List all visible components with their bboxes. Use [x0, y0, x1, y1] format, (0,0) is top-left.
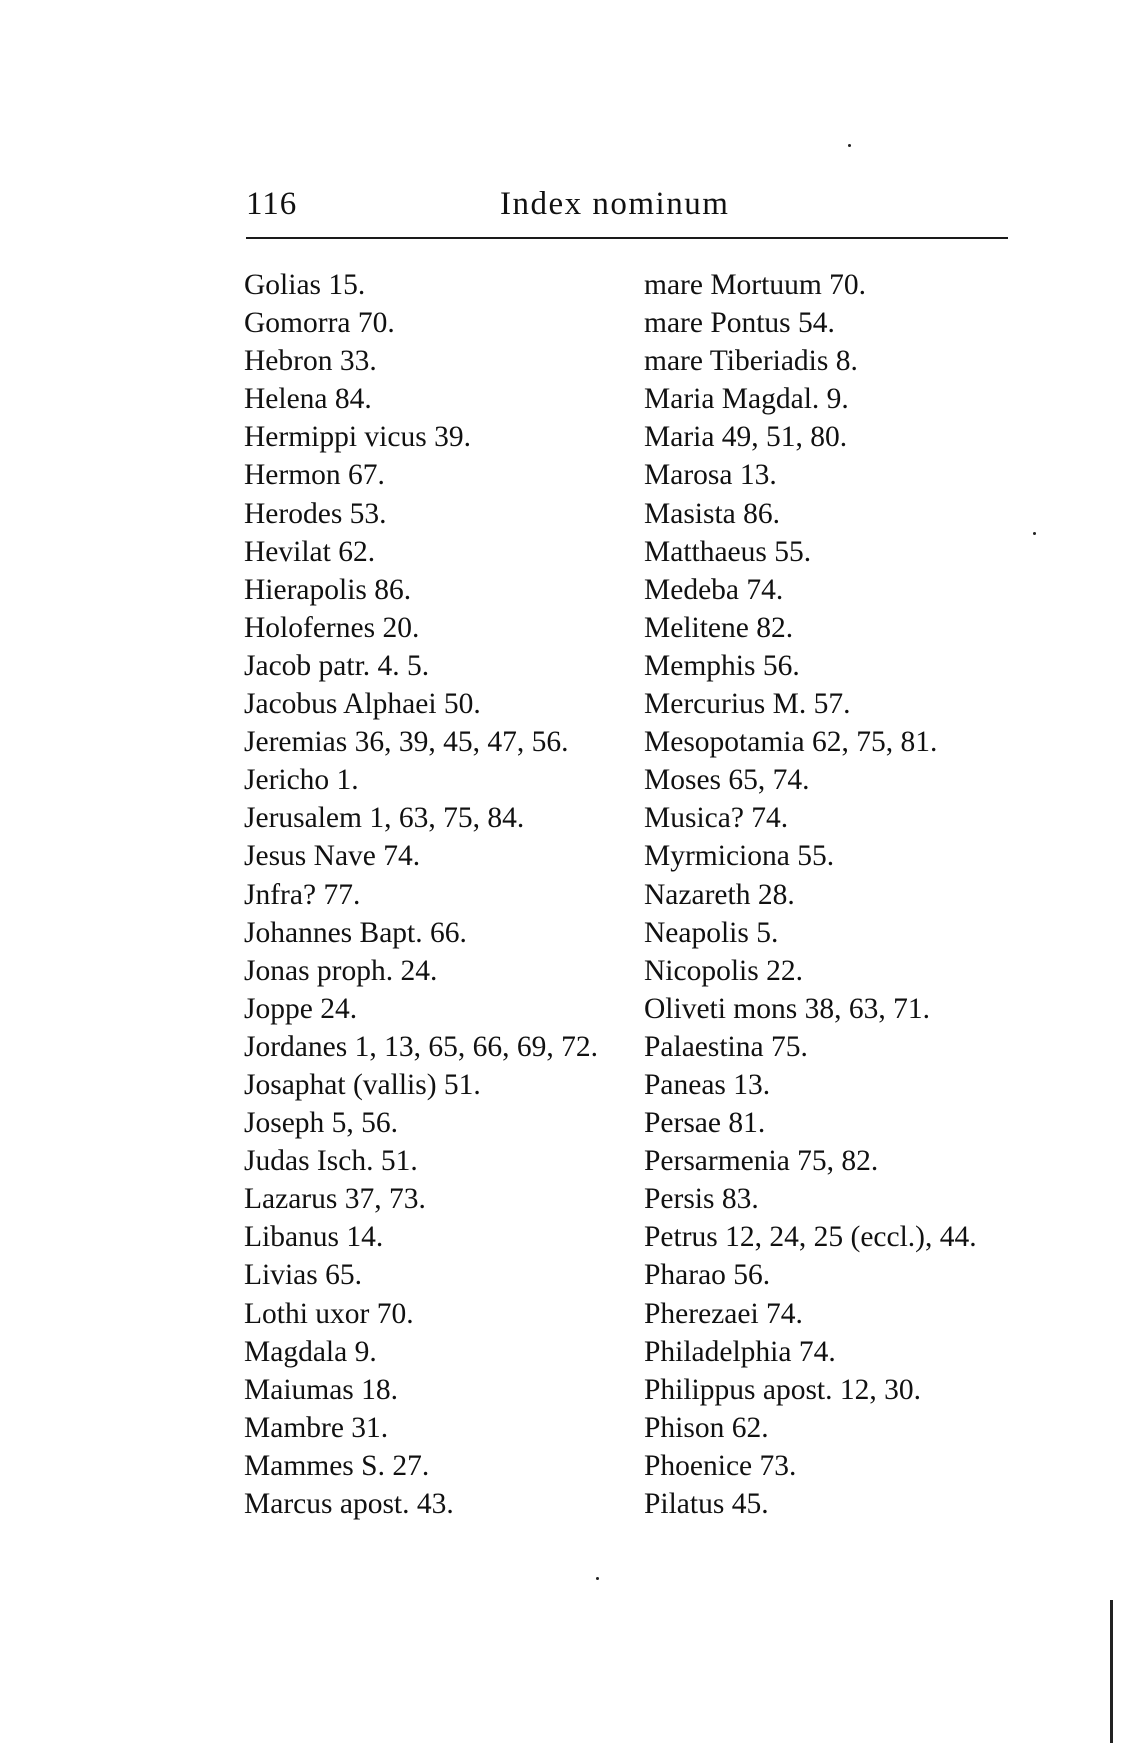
index-entry: Lothi uxor 70.: [244, 1297, 414, 1330]
index-entry: Medeba 74.: [644, 573, 784, 606]
index-entry: Mammes S. 27.: [244, 1449, 430, 1482]
index-entry: Mesopotamia 62, 75, 81.: [644, 726, 938, 759]
index-entry: Josaphat (vallis) 51.: [244, 1068, 481, 1101]
index-entry: Marosa 13.: [644, 459, 777, 492]
index-entry: Judas Isch. 51.: [244, 1145, 418, 1178]
index-entry: Nicopolis 22.: [644, 954, 803, 987]
index-entry: Jonas proph. 24.: [244, 954, 438, 987]
header-rule: [246, 237, 1008, 239]
index-entry: Livias 65.: [244, 1259, 362, 1292]
index-entry: Johannes Bapt. 66.: [244, 916, 467, 949]
index-entry: Mambre 31.: [244, 1411, 389, 1444]
index-entry: mare Pontus 54.: [644, 307, 835, 340]
index-entry: Phison 62.: [644, 1411, 769, 1444]
index-entry: Petrus 12, 24, 25 (eccl.), 44.: [644, 1221, 977, 1254]
index-entry: Marcus apost. 43.: [244, 1488, 454, 1520]
index-entry: Jerusalem 1, 63, 75, 84.: [244, 802, 525, 835]
index-entry: Myrmiciona 55.: [644, 840, 835, 873]
index-entry: Phoenice 73.: [644, 1449, 797, 1482]
index-entry: Neapolis 5.: [644, 916, 779, 949]
index-entry: Golias 15.: [244, 269, 366, 301]
index-entry: Maria Magdal. 9.: [644, 383, 849, 416]
index-entry: Jericho 1.: [244, 764, 359, 797]
index-entry: Hermon 67.: [244, 459, 385, 492]
index-entry: Hevilat 62.: [244, 535, 376, 568]
index-entry: Hierapolis 86.: [244, 573, 412, 606]
index-entry: Maria 49, 51, 80.: [644, 421, 848, 454]
index-entry: Moses 65, 74.: [644, 764, 810, 797]
index-entry: Jeremias 36, 39, 45, 47, 56.: [244, 726, 569, 759]
page-header: [246, 186, 1008, 236]
index-entry: Oliveti mons 38, 63, 71.: [644, 992, 930, 1025]
index-entry: Helena 84.: [244, 383, 372, 416]
index-entry: Lazarus 37, 73.: [244, 1183, 426, 1216]
index-entry: Jacobus Alphaei 50.: [244, 688, 481, 721]
index-entry: Philippus apost. 12, 30.: [644, 1373, 921, 1406]
index-column-right: [644, 266, 1024, 1523]
index-entry: Libanus 14.: [244, 1221, 384, 1254]
index-entry: mare Mortuum 70.: [644, 269, 867, 301]
index-entry: Hebron 33.: [244, 345, 377, 378]
index-entry: Gomorra 70.: [244, 307, 395, 340]
index-entry: Persis 83.: [644, 1183, 759, 1216]
index-entry: Nazareth 28.: [644, 878, 795, 911]
index-entry: Pharao 56.: [644, 1259, 771, 1292]
index-entry: Memphis 56.: [644, 649, 800, 682]
index-entry: Persarmenia 75, 82.: [644, 1145, 879, 1178]
index-entry: Hermippi vicus 39.: [244, 421, 471, 454]
index-entry: Philadelphia 74.: [644, 1335, 836, 1368]
index-entry: Joppe 24.: [244, 992, 358, 1025]
index-entry: Mercurius M. 57.: [644, 688, 851, 721]
index-entry: Maiumas 18.: [244, 1373, 399, 1406]
index-entry: Matthaeus 55.: [644, 535, 812, 568]
index-entry: Melitene 82.: [644, 611, 794, 644]
scan-edge-mark: [1110, 1600, 1113, 1743]
index-entry: Masista 86.: [644, 497, 781, 530]
page-number: 116: [246, 186, 298, 222]
index-column-left: [244, 266, 624, 1523]
index-entry: Magdala 9.: [244, 1335, 377, 1368]
scan-speck: [596, 1577, 599, 1580]
scan-speck: [1033, 532, 1036, 535]
index-entry: Musica? 74.: [644, 802, 789, 835]
scan-speck: [848, 144, 851, 147]
index-entry: Palaestina 75.: [644, 1030, 808, 1063]
index-entry: Jordanes 1, 13, 65, 66, 69, 72.: [244, 1030, 598, 1063]
index-entry: mare Tiberiadis 8.: [644, 345, 858, 378]
index-entry: Paneas 13.: [644, 1068, 771, 1101]
index-entry: Joseph 5, 56.: [244, 1107, 399, 1140]
index-entry: Jesus Nave 74.: [244, 840, 421, 873]
index-entry: Jacob patr. 4. 5.: [244, 649, 430, 682]
index-entry: Persae 81.: [644, 1107, 766, 1140]
index-entry: Jnfra? 77.: [244, 878, 361, 911]
index-entry: Herodes 53.: [244, 497, 387, 530]
running-title: Index nominum: [500, 186, 730, 222]
index-entry: Pilatus 45.: [644, 1488, 769, 1520]
index-entry: Pherezaei 74.: [644, 1297, 803, 1330]
index-entry: Holofernes 20.: [244, 611, 420, 644]
